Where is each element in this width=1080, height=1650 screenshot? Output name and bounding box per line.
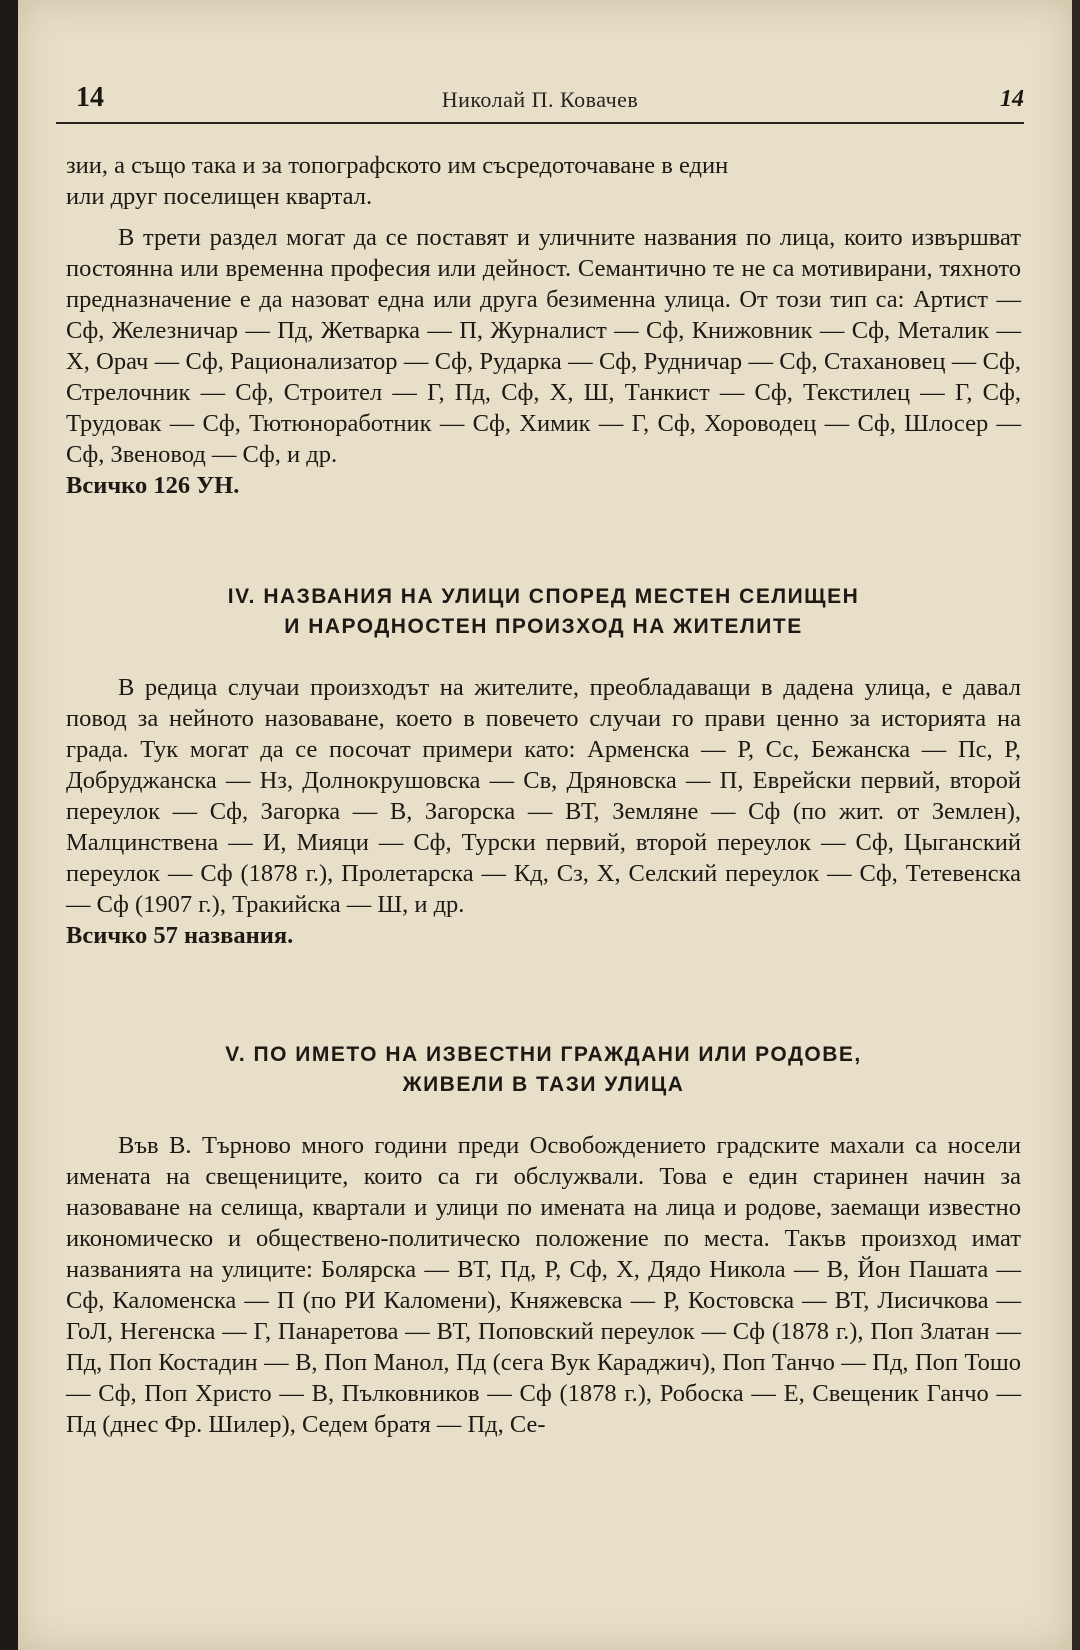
section-3-body: В трети раздел могат да се поставят и уличните названия по лица, които извършват постоянна или временна професия или дейност. Семантично те не са мотивирани, тяхното предназначение е да назоват една или друга безименна улица. От този тип са: Артист — Сф, Железничар — Пд, Жетварка — П, Журналист — Сф, Книжовник — Сф, Металик — Х, Орач — Сф, Рационализатор — Сф, Рударка — Сф, Рудничар — Сф, Стахановец — Сф, Стрелочник — Сф, Строител — Г, Пд, Сф, Х, Ш, Танкист — Сф, Текстилец — Г, Сф, Трудовак — Сф, Тютюноработник — Сф, Химик — Г, Сф, Хороводец — Сф, Шлосер — Сф, Звеновод — Сф, и др. [66,224,1021,468]
running-title: Николай П. Ковачев [441,87,639,112]
page-number-right: 14 [1000,86,1024,112]
section-4-body: В редица случаи произходът на жителите, преобладаващи в дадена улица, е давал повод за нейното назоваване, което в повечето случаи го прави ценно за историята на града. Тук могат да се посочат примери като: Арменска — Р, Сс, Бежанска — Пс, Р, Добруджанска — Нз, Долнокрушовска — Св, Дряновска — П, Еврейски первий, второй переулок — Сф, Загорка — В, Загорска — ВТ, Земляне — Сф (по жит. от Землен), Малцинствена — И, Мияци — Сф, Турски первий, второй переулок — Сф, Цыганский переулок — Сф (1878 г.), Пролетарска — Кд, Сз, Х, Селский переулок — Сф, Тетевенска — Сф (1907 г.), Тракийска — Ш, и др. [66,674,1021,918]
section-4-total: Всичко 57 названия. [66,922,294,949]
intro-line-2: или друг поселищен квартал. [66,183,373,210]
section-4-heading-line-2: И НАРОДНОСТЕН ПРОИЗХОД НА ЖИТЕЛИТЕ [284,615,803,638]
section-4-heading [66,582,1021,642]
page-number-left: 14 [76,82,104,113]
book-page [18,0,1072,1650]
section-3-text [66,150,1021,501]
section-4-heading-line-1: IV. НАЗВАНИЯ НА УЛИЦИ СПОРЕД МЕСТЕН СЕЛИЩЕН [227,585,860,608]
section-5-heading-line-1: V. ПО ИМЕТО НА ИЗВЕСТНИ ГРАЖДАНИ ИЛИ РОДОВЕ, [225,1043,862,1066]
intro-line-1: зии, а също така и за топографското им съсредоточаване в един [66,152,729,179]
section-5-text [66,1130,1021,1440]
section-5-heading [66,1040,1021,1100]
section-5-body: Във В. Търново много години преди Освобождението градските махали са носели имената на свещениците, които са ги обслужвали. Това е един старинен начин за назоваване на селища, квартали и улици по имената на лица и родове, заемащи известно икономическо и обществено-политическо положение по места. Такъв произход имат названията на улиците: Болярска — ВТ, Пд, Р, Сф, Х, Дядо Никола — В, Йон Пашата — Сф, Каломенска — П (по РИ Каломени), Княжевска — Р, Костовска — ВТ, Лисичкова — ГоЛ, Негенска — Г, Панаретова — ВТ, Поповский переулок — Сф (1878 г.), Поп Златан — Пд, Поп Костадин — В, Поп Манол, Пд (сега Вук Караджич), Поп Танчо — Пд, Поп Тошо — Сф, Поп Христо — В, Пълковников — Сф (1878 г.), Робоска — Е, Свещеник Ганчо — Пд (днес Фр. Шилер), Седем братя — Пд, Се- [66,1132,1021,1438]
section-3-total: Всичко 126 УН. [66,472,240,499]
page-header [56,82,1024,124]
section-5-heading-line-2: ЖИВЕЛИ В ТАЗИ УЛИЦА [402,1073,685,1096]
section-4-text [66,672,1021,951]
book-spine-edge [1072,0,1080,1650]
